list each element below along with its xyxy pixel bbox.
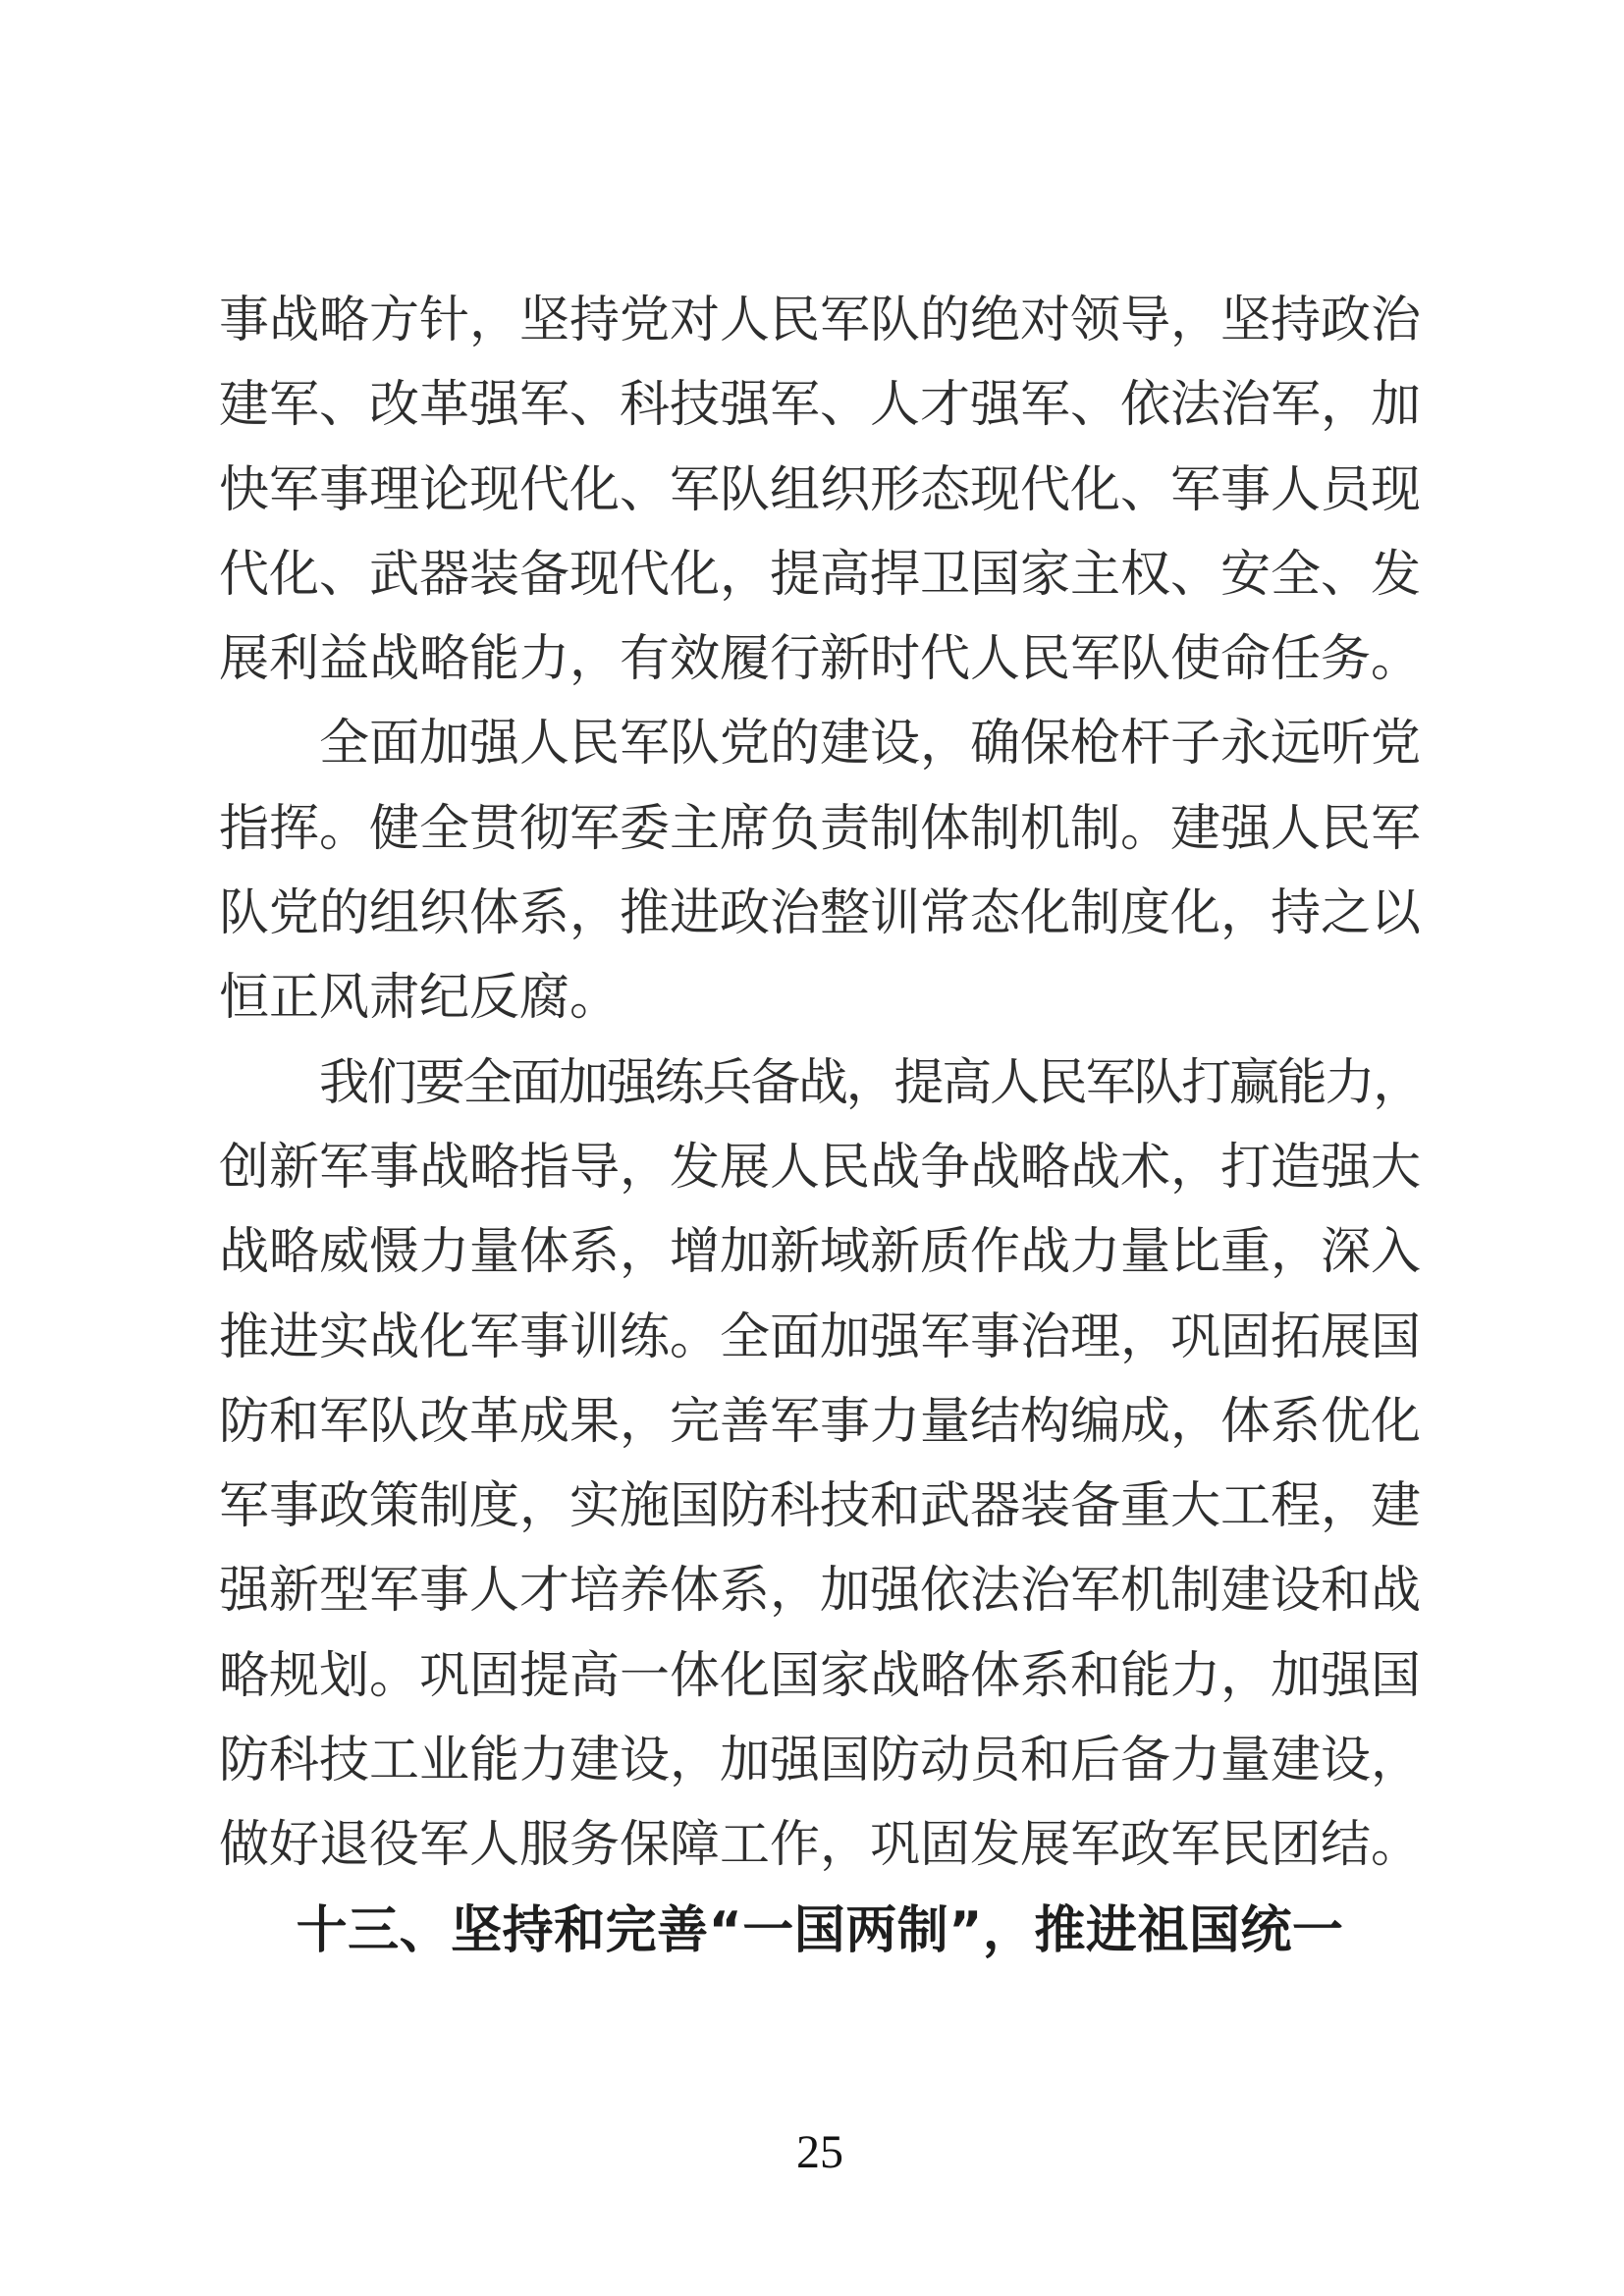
text-line: 我们要全面加强练兵备战，提高人民军队打赢能力， [319,1053,1421,1112]
text-line: 推进实战化军事训练。全面加强军事治理，巩固拓展国 [219,1308,1422,1366]
section-13-heading: 十三、坚持和完善“一国两制”，推进祖国统一 [296,1900,1344,1960]
text-line: 队党的组织体系，推进政治整训常态化制度化，持之以 [219,884,1422,943]
text-line: 指挥。健全贯彻军委主席负责制体制机制。建强人民军 [219,799,1422,858]
text-line: 军事政策制度，实施国防科技和武器装备重大工程，建 [219,1477,1422,1536]
page-number: 25 [796,2126,843,2178]
text-line: 恒正风肃纪反腐。 [219,969,621,1028]
text-line: 建军、改革强军、科技强军、人才强军、依法治军，加 [219,376,1422,435]
text-line: 快军事理论现代化、军队组织形态现代化、军事人员现 [219,460,1422,519]
text-line: 创新军事战略指导，发展人民战争战略战术，打造强大 [219,1138,1422,1197]
text-line: 强新型军事人才培养体系，加强依法治军机制建设和战 [219,1562,1422,1621]
text-line: 战略威慑力量体系，增加新域新质作战力量比重，深入 [219,1223,1422,1282]
page-body-text [219,279,1421,1973]
text-line: 展利益战略能力，有效履行新时代人民军队使命任务。 [219,630,1422,689]
text-line: 全面加强人民军队党的建设，确保枪杆子永远听党 [319,715,1422,774]
text-line: 防科技工业能力建设，加强国防动员和后备力量建设， [219,1732,1422,1790]
text-line: 做好退役军人服务保障工作，巩固发展军政军民团结。 [219,1816,1422,1875]
text-line: 事战略方针，坚持党对人民军队的绝对领导，坚持政治 [219,292,1422,349]
text-line: 防和军队改革成果，完善军事力量结构编成，体系优化 [219,1392,1422,1451]
text-line: 略规划。巩固提高一体化国家战略体系和能力，加强国 [219,1646,1422,1705]
text-line: 代化、武器装备现代化，提高捍卫国家主权、安全、发 [219,545,1422,604]
